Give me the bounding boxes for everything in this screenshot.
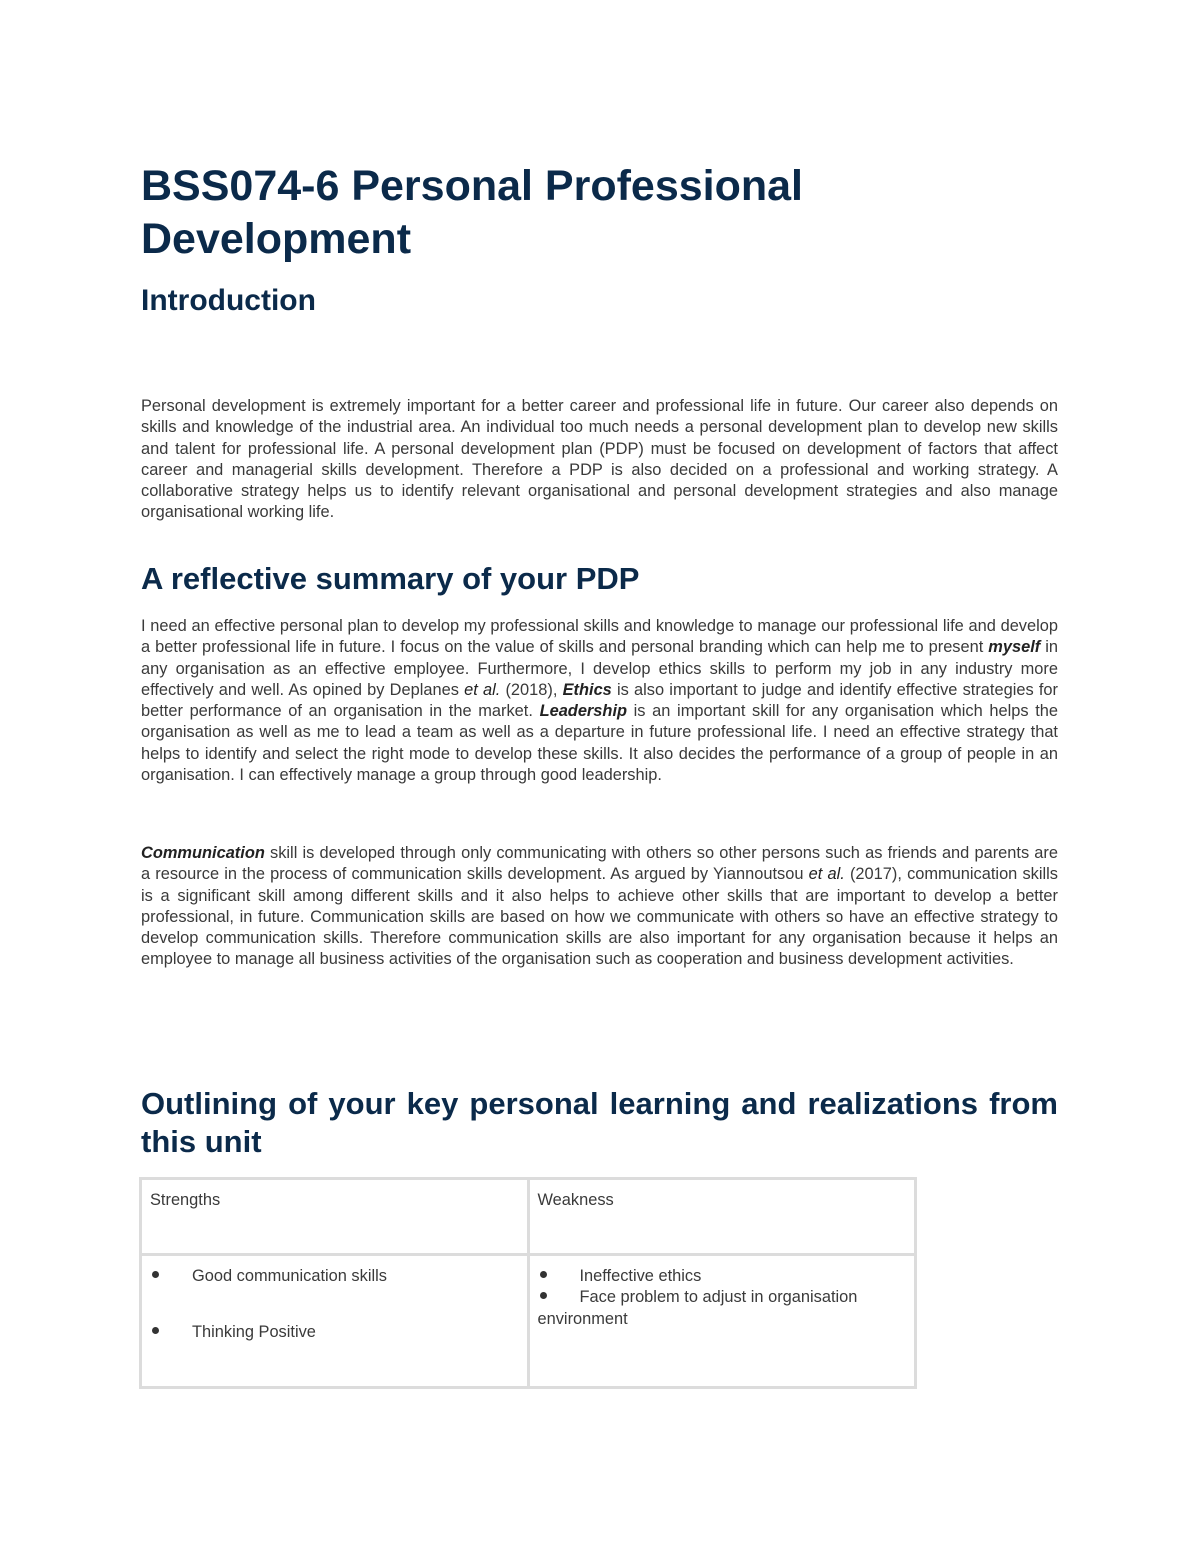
reflective-summary-paragraph-2: [141, 843, 1058, 971]
citation-et-al: et al.: [464, 680, 501, 699]
introduction-heading: Introduction: [141, 284, 316, 317]
bullet-icon: [538, 1266, 580, 1287]
document-title: BSS074-6 Personal Professional Development: [141, 162, 804, 263]
strength-item: Good communication skills: [192, 1267, 387, 1285]
emphasis-ethics: Ethics: [562, 680, 612, 699]
introduction-paragraph: Personal development is extremely important for a better career and professional life in future. Our career also depends on skills and knowledge of the industrial area. An individual too much needs a personal development plan to develop new skills and talent for professional life. A personal development plan (PDP) must be focused on development of factors that affect career and managerial skills development. Therefore a PDP is also decided on a professional and working strategy. A collaborative strategy helps us to identify relevant organisational and personal development strategies and also manage organisational working life.: [141, 397, 1058, 522]
emphasis-communication: Communication: [141, 844, 265, 862]
text-run: in any organisation as an effective employee. Furthermore, I develop ethics skills to perform my job in any industry more effectively and well. As opined by Deplanes: [141, 638, 1058, 699]
reflective-summary-paragraph-1: [141, 616, 1058, 786]
weakness-item: Ineffective ethics: [579, 1267, 702, 1285]
table-row: [141, 1255, 916, 1388]
citation-et-al: et al.: [808, 865, 845, 884]
text-run: is an important skill for any organisation which helps the organisation as well as me to lead a team as well as a departure in future professional life. I need an effective strategy that helps to identify and select the right mode to develop these skills. It also decides the performance of a group of people in an organisation. I can effectively manage a group through good leadership.: [141, 702, 1058, 785]
emphasis-leadership: Leadership: [539, 702, 628, 721]
strengths-weakness-table: [139, 1177, 917, 1389]
bullet-icon: [538, 1287, 580, 1308]
text-run: (2018),: [500, 680, 563, 699]
outlining-heading: Outlining of your key personal learning and realizations from this unit: [141, 1086, 1058, 1159]
text-run: I need an effective personal plan to develop my professional skills and knowledge to manage our professional life and develop a better professional life in future. I focus on the value of skills and personal branding which can help me to present: [141, 617, 1058, 657]
strength-item: Thinking Positive: [192, 1323, 316, 1342]
weakness-header: Weakness: [528, 1179, 916, 1255]
text-run: skill is developed through only communicating with others so other persons such as friends and parents are a resource in the process of communication skills development. As argued by Yiannoutsou: [141, 844, 1058, 884]
text-run: is also important to judge and identify effective strategies for better performance of an organisation in the market.: [141, 680, 1058, 721]
weakness-cell: [528, 1255, 916, 1388]
list-item: [150, 1322, 519, 1343]
strengths-header: Strengths: [141, 1179, 529, 1255]
bullet-icon: [150, 1266, 192, 1287]
text-run: (2017), communication skills is a significant skill among different skills and it also helps to achieve other skills that are important to develop a better professional, in future. Communication skills are based on how we communicate with others so have an effective strategy to develop communication skills. Therefore communication skills are also important for any organisation because it helps an employee to manage all business activities of the organisation such as cooperation and business development activities.: [141, 865, 1058, 969]
list-item: [150, 1266, 519, 1287]
table-header-row: [141, 1179, 916, 1255]
list-item: [538, 1266, 907, 1287]
strengths-cell: [141, 1255, 529, 1388]
emphasis-myself: myself: [988, 638, 1041, 657]
reflective-summary-heading: A reflective summary of your PDP: [141, 561, 640, 596]
weakness-item: Face problem to adjust in organisation environment: [537, 1288, 858, 1328]
bullet-icon: [150, 1322, 192, 1343]
list-item: [538, 1287, 907, 1330]
